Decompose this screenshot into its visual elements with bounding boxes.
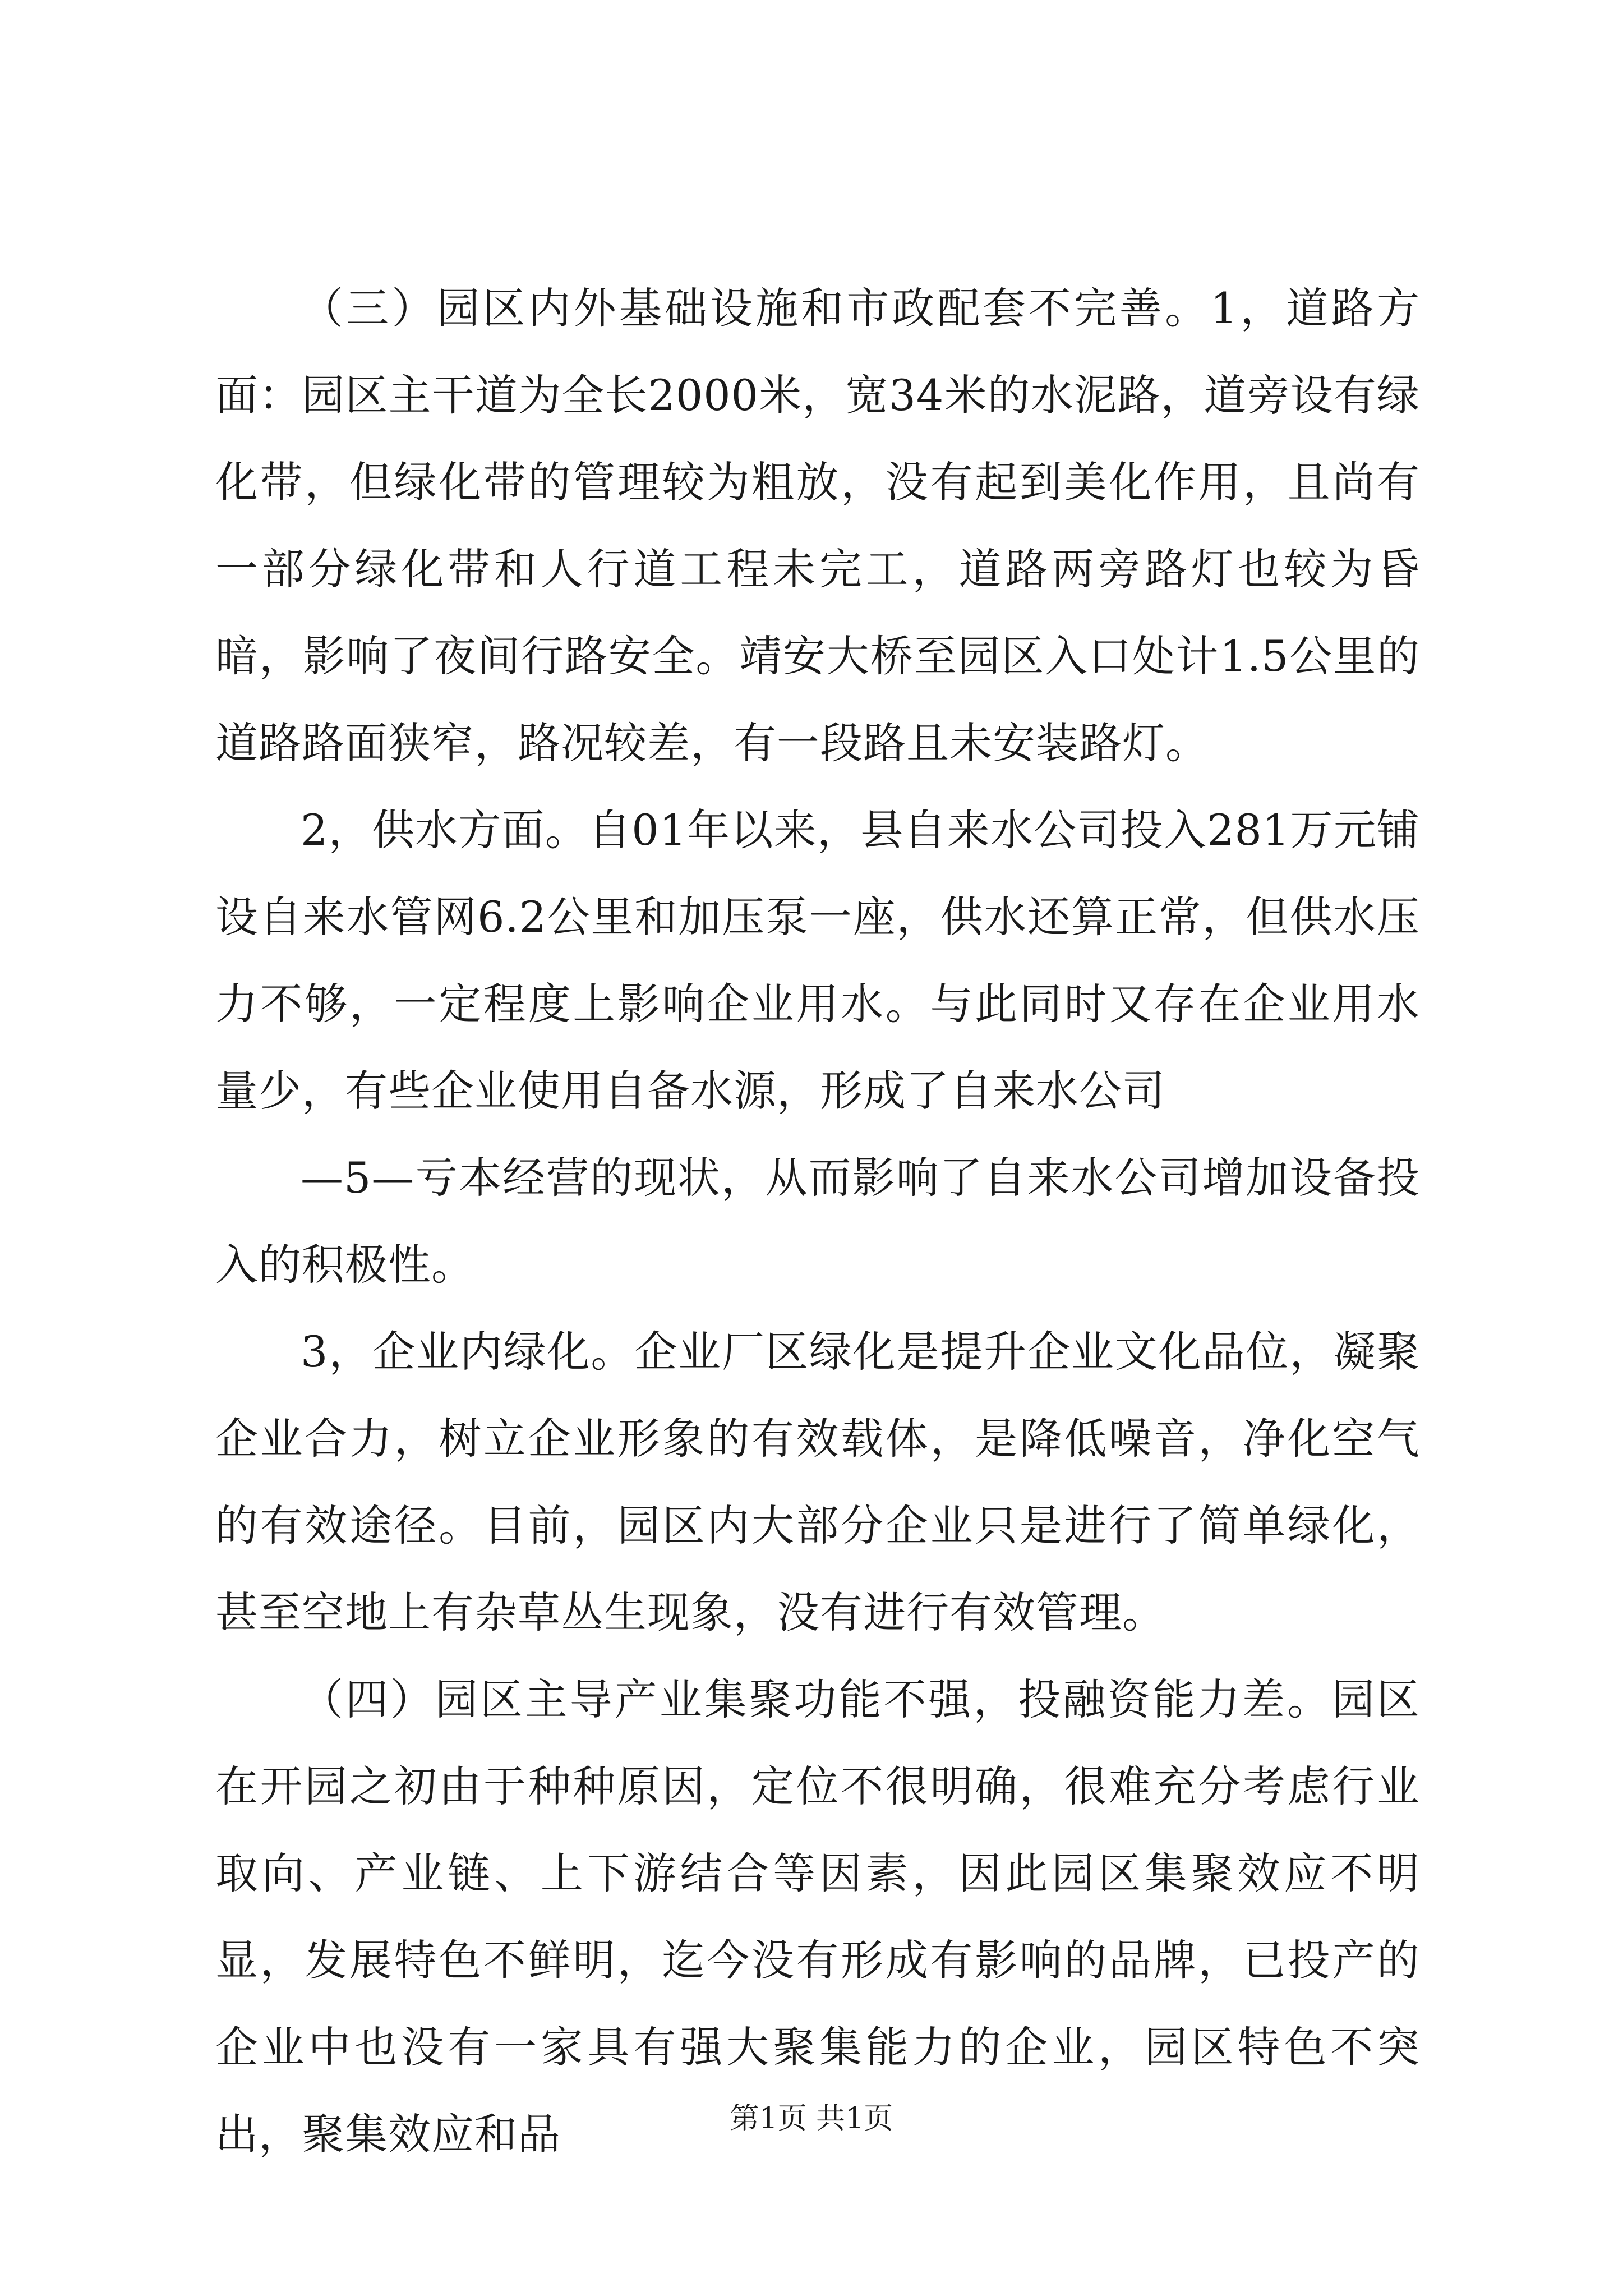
paragraph-water-supply: 2，供水方面。自01年以来，县自来水公司投入281万元铺设自来水管网6.2公里和加压泵一座，供水还算正常，但供水压力不够，一定程度上影响企业用水。与此同时又存在企业用水量少，有些企业使用自备水源，形成了自来水公司 [215, 805, 1420, 1116]
paragraph-water-company: —5—亏本经营的现状，从而影响了自来水公司增加设备投入的积极性。 [215, 1153, 1420, 1290]
paragraph-industry-cluster: （四）园区主导产业集聚功能不强，投融资能力差。园区在开园之初由于种种原因，定位不很明确，很难充分考虑行业取向、产业链、上下游结合等因素，因此园区集聚效应不明显，发展特色不鲜明，迄今没有形成有影响的品牌，已投产的企业中也没有一家具有强大聚集能力的企业，园区特色不突出，聚集效应和品 [215, 1674, 1420, 2159]
page-footer: 第1页 共1页 [730, 2102, 893, 2136]
paragraph-greening: 3，企业内绿化。企业厂区绿化是提升企业文化品位，凝聚企业合力，树立企业形象的有效载体，是降低噪音，净化空气的有效途径。目前，园区内大部分企业只是进行了简单绿化，甚至空地上有杂草丛生现象，没有进行有效管理。 [215, 1327, 1420, 1637]
document-body [215, 265, 1420, 2178]
paragraph-infrastructure: （三）园区内外基础设施和市政配套不完善。1，道路方面：园区主干道为全长2000米，宽34米的水泥路，道旁设有绿化带，但绿化带的管理较为粗放，没有起到美化作用，且尚有一部分绿化带和人行道工程未完工，道路两旁路灯也较为昏暗，影响了夜间行路安全。靖安大桥至园区入口处计1.5公里的道路路面狭窄，路况较差，有一段路且未安装路灯。 [215, 283, 1420, 768]
